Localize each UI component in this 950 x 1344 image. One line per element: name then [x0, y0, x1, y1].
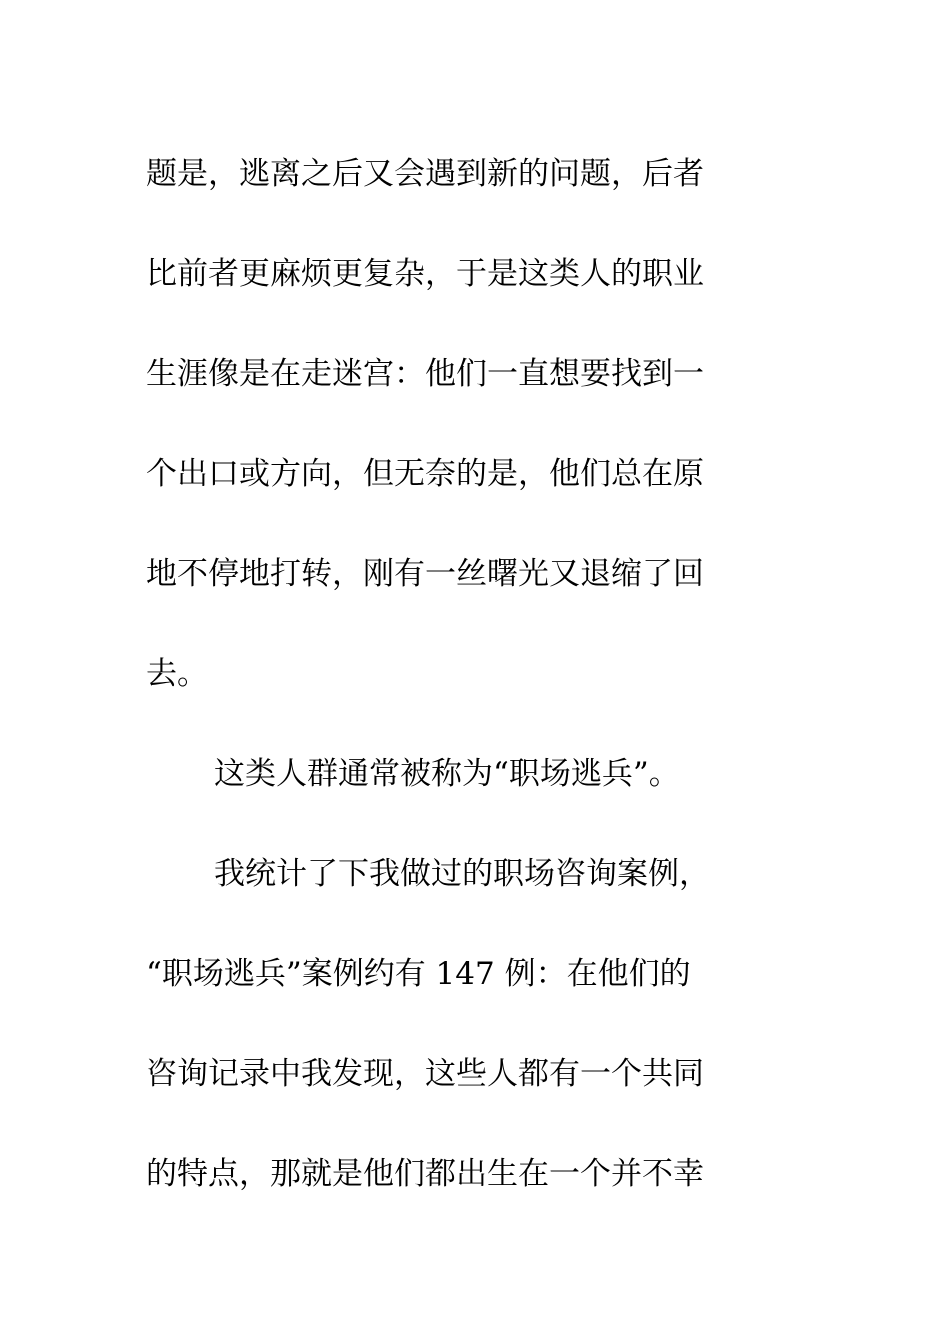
- text-line: 地不停地打转，刚有一丝曙光又退缩了回: [146, 556, 704, 592]
- text-line: 比前者更麻烦更复杂，于是这类人的职业: [146, 256, 704, 292]
- paragraph-start-line: 我统计了下我做过的职场咨询案例，: [214, 856, 710, 892]
- text-line: “职场逃兵”案例约有 147 例：在他们的: [146, 956, 691, 992]
- text-line: 的特点，那就是他们都出生在一个并不幸: [146, 1156, 704, 1192]
- text-line: 生涯像是在走迷宫：他们一直想要找到一: [146, 356, 704, 392]
- text-line: 去。: [146, 656, 208, 692]
- paragraph-start-line: 这类人群通常被称为“职场逃兵”。: [214, 756, 680, 792]
- body-text: [146, 124, 806, 1224]
- text-line: 个出口或方向，但无奈的是，他们总在原: [146, 456, 704, 492]
- text-line: 咨询记录中我发现，这些人都有一个共同: [146, 1056, 704, 1092]
- text-line: 题是，逃离之后又会遇到新的问题，后者: [146, 156, 704, 192]
